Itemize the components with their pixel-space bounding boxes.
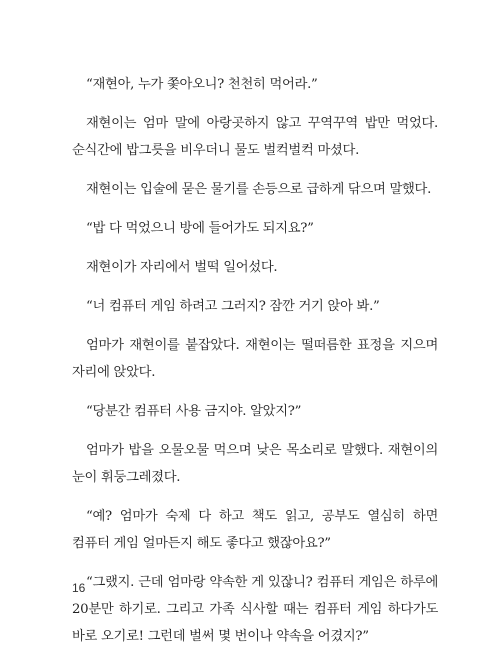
paragraph-8: “당분간 컴퓨터 사용 금지야. 알았지?” [86,404,302,419]
paragraph-10: “예? 엄마가 숙제 다 하고 책도 읽고, 공부도 열심히 하면 컴퓨터 게임 얼마든지 해도 좋다고 했잖아요?” [72,509,438,551]
paragraph-2: 재현이는 엄마 말에 아랑곳하지 않고 꾸역꾸역 밥만 먹었다. 순식간에 밥그릇을 비우더니 물도 벌컥벌컥 마셨다. [72,116,438,158]
paragraph-3: 재현이는 입술에 묻은 물기를 손등으로 급하게 닦으며 말했다. [86,182,432,197]
paragraph-5: 재현이가 자리에서 벌떡 일어섰다. [86,260,278,275]
paragraph-6: “너 컴퓨터 게임 하려고 그러지? 잠깐 거기 앉아 봐.” [86,299,380,314]
paragraph-4: “밥 다 먹었으니 방에 들어가도 되지요?” [86,221,314,236]
paragraph-9: 엄마가 밥을 오물오물 먹으며 낮은 목소리로 말했다. 재현이의 눈이 휘둥그레졌다. [72,443,438,485]
paragraph-1: “재현아, 누가 쫓아오니? 천천히 먹어라.” [86,77,318,92]
paragraph-7: 엄마가 재현이를 붙잡았다. 재현이는 떨떠름한 표정을 지으며 자리에 앉았다. [72,338,438,380]
body-text [72,71,438,662]
page-number: 16 [72,581,86,595]
paragraph-11: “그랬지. 근데 엄마랑 약속한 게 있잖니? 컴퓨터 게임은 하루에 20분만 하기로. 그리고 가족 식사할 때는 컴퓨터 게임 하다가도 바로 오기로! 그런데 벌써 몇 번이나 약속을 어겼지?” [72,575,438,644]
